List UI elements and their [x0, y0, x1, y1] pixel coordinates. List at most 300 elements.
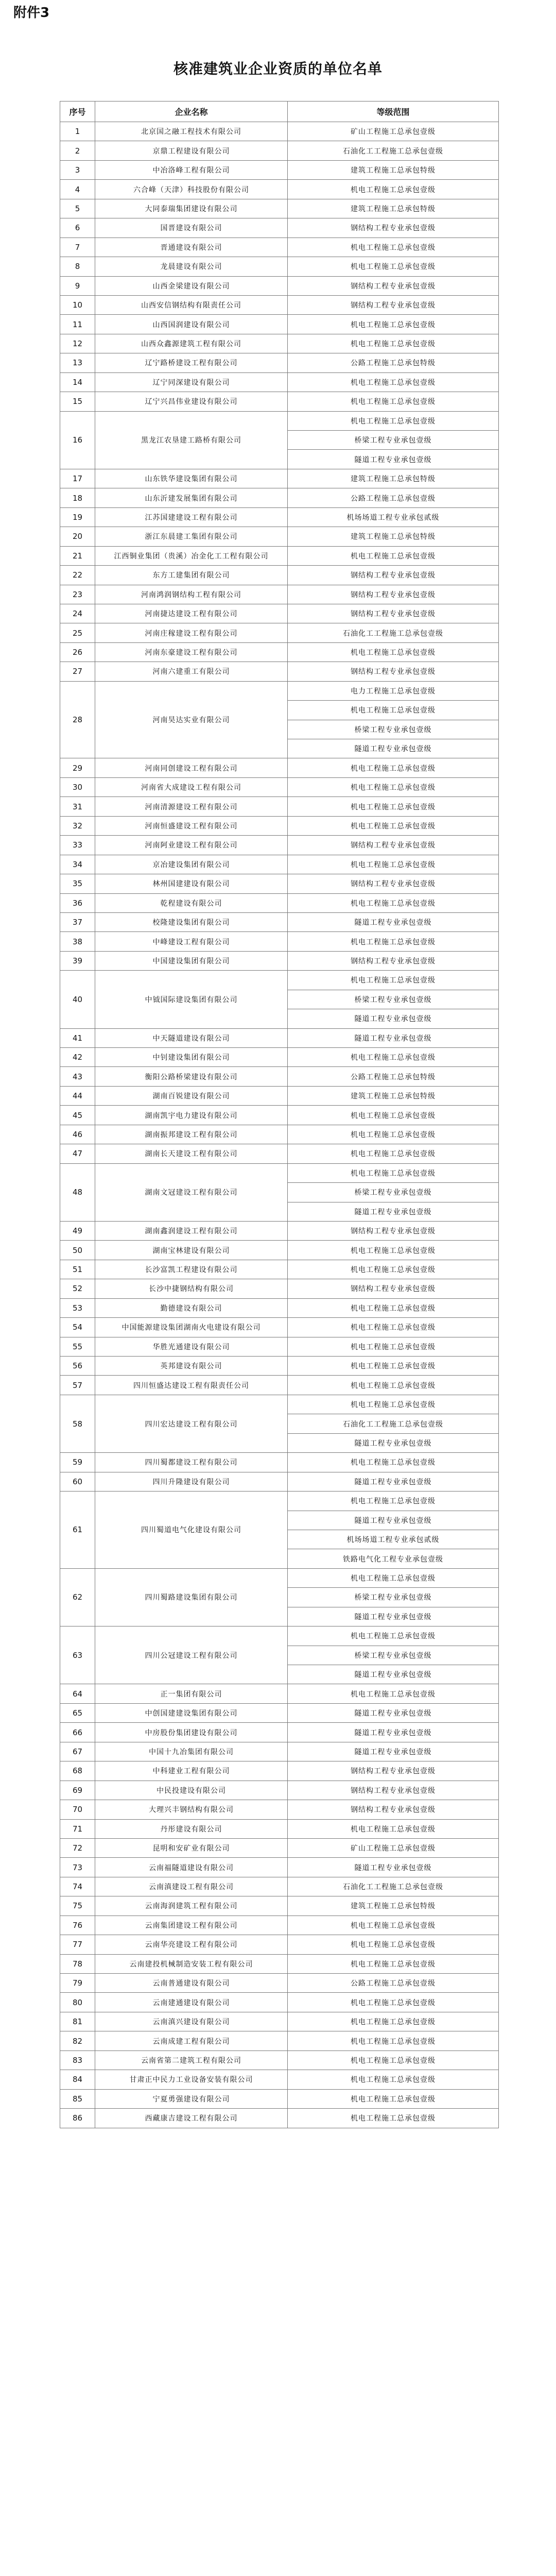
cell-number: 43: [60, 1067, 95, 1086]
table-row: [60, 681, 499, 700]
cell-number: 82: [60, 2031, 95, 2050]
cell-company: 辽宁路桥建设工程有限公司: [95, 353, 288, 372]
cell-level: 机电工程施工总承包壹级: [288, 238, 499, 257]
cell-number: 84: [60, 2070, 95, 2089]
cell-number: 64: [60, 1684, 95, 1703]
cell-level: 机电工程施工总承包壹级: [288, 2031, 499, 2050]
cell-company: 湖南文冠建设工程有限公司: [95, 1163, 288, 1221]
cell-level: 电力工程施工总承包壹级: [288, 681, 499, 700]
cell-number: 12: [60, 334, 95, 353]
cell-company: 湖南百锐建设有限公司: [95, 1086, 288, 1105]
cell-company: 乾程建设有限公司: [95, 893, 288, 912]
cell-number: 46: [60, 1125, 95, 1144]
cell-level: 机电工程施工总承包壹级: [288, 797, 499, 816]
cell-company: 中峰建设工程有限公司: [95, 932, 288, 951]
cell-number: 62: [60, 1568, 95, 1626]
cell-number: 39: [60, 951, 95, 970]
cell-level: 钢结构工程专业承包壹级: [288, 295, 499, 314]
cell-level: 建筑工程施工总承包特级: [288, 1086, 499, 1105]
cell-company: 中国十九冶集团有限公司: [95, 1742, 288, 1761]
cell-number: 71: [60, 1819, 95, 1838]
cell-company: 北京国之融工程技术有限公司: [95, 122, 288, 141]
table-row: [60, 122, 499, 141]
cell-company: 晋通建设有限公司: [95, 238, 288, 257]
cell-level: 机电工程施工总承包壹级: [288, 1935, 499, 1954]
table-row: [60, 1298, 499, 1317]
table-row: [60, 1492, 499, 1511]
table-row: [60, 1106, 499, 1125]
cell-level: 隧道工程专业承包壹级: [288, 1607, 499, 1626]
cell-level: 石油化工工程施工总承包壹级: [288, 623, 499, 642]
cell-company: 四川升隆建设有限公司: [95, 1472, 288, 1491]
cell-level: 矿山工程施工总承包壹级: [288, 122, 499, 141]
table-row: [60, 1144, 499, 1163]
cell-company: 河南鸿润钢结构工程有限公司: [95, 585, 288, 604]
cell-company: 云南海润建筑工程有限公司: [95, 1896, 288, 1916]
table-row: [60, 1684, 499, 1703]
table-row: [60, 1472, 499, 1491]
table-row: [60, 1781, 499, 1800]
cell-level: 机电工程施工总承包壹级: [288, 1337, 499, 1356]
cell-level: 机场场道工程专业承包贰级: [288, 507, 499, 527]
cell-number: 79: [60, 1974, 95, 1993]
cell-number: 83: [60, 2050, 95, 2070]
table-row: [60, 1357, 499, 1376]
cell-company: 云南建通建设有限公司: [95, 1993, 288, 2012]
cell-number: 38: [60, 932, 95, 951]
cell-level: 机电工程施工总承包壹级: [288, 1626, 499, 1646]
cell-level: 机电工程施工总承包壹级: [288, 2012, 499, 2031]
cell-number: 81: [60, 2012, 95, 2031]
cell-level: 机电工程施工总承包壹级: [288, 1684, 499, 1703]
table-row: [60, 1376, 499, 1395]
table-row: [60, 1838, 499, 1857]
table-row: [60, 257, 499, 276]
table-row: [60, 1028, 499, 1047]
cell-company: 湖南宝林建设有限公司: [95, 1241, 288, 1260]
table-row: [60, 604, 499, 623]
cell-number: 54: [60, 1318, 95, 1337]
cell-number: 66: [60, 1723, 95, 1742]
cell-company: 河南阿业建设工程有限公司: [95, 836, 288, 855]
cell-number: 47: [60, 1144, 95, 1163]
cell-level: 机电工程施工总承包壹级: [288, 2089, 499, 2108]
cell-number: 3: [60, 160, 95, 179]
cell-level: 机电工程施工总承包壹级: [288, 1260, 499, 1279]
cell-company: 甘肃正中民力工业设备安装有限公司: [95, 2070, 288, 2089]
cell-number: 7: [60, 238, 95, 257]
table-row: [60, 180, 499, 199]
cell-level: 公路工程施工总承包特级: [288, 1067, 499, 1086]
cell-number: 60: [60, 1472, 95, 1491]
cell-company: 云南省第二建筑工程有限公司: [95, 2050, 288, 2070]
table-row: [60, 855, 499, 874]
cell-company: 四川恒盛达建设工程有限责任公司: [95, 1376, 288, 1395]
cell-number: 51: [60, 1260, 95, 1279]
cell-company: 中钊建设集团有限公司: [95, 1048, 288, 1067]
cell-level: 机电工程施工总承包壹级: [288, 1144, 499, 1163]
table-row: [60, 623, 499, 642]
cell-level: 钢结构工程专业承包壹级: [288, 566, 499, 585]
cell-level: 机电工程施工总承包壹级: [288, 816, 499, 835]
table-row: [60, 199, 499, 218]
cell-company: 龙晨建设有限公司: [95, 257, 288, 276]
cell-company: 四川蜀路建设集团有限公司: [95, 1568, 288, 1626]
cell-level: 钢结构工程专业承包壹级: [288, 218, 499, 238]
cell-level: 公路工程施工总承包特级: [288, 353, 499, 372]
table-row: [60, 334, 499, 353]
cell-number: 9: [60, 276, 95, 295]
cell-level: 机电工程施工总承包壹级: [288, 1819, 499, 1838]
table-row: [60, 469, 499, 488]
cell-number: 27: [60, 662, 95, 681]
cell-number: 36: [60, 893, 95, 912]
cell-number: 35: [60, 874, 95, 893]
table-row: [60, 1279, 499, 1298]
cell-level: 钢结构工程专业承包壹级: [288, 1781, 499, 1800]
table-row: [60, 2089, 499, 2108]
cell-company: 云南建投机械制造安装工程有限公司: [95, 1954, 288, 1973]
table-row: [60, 1241, 499, 1260]
cell-number: 65: [60, 1703, 95, 1722]
table-row: [60, 1086, 499, 1105]
cell-company: 中国能源建设集团湖南火电建设有限公司: [95, 1318, 288, 1337]
cell-number: 30: [60, 777, 95, 796]
cell-level: 机电工程施工总承包壹级: [288, 1916, 499, 1935]
cell-company: 辽宁兴昌伟业建设有限公司: [95, 392, 288, 411]
cell-company: 丹彤建设有限公司: [95, 1819, 288, 1838]
table-row: [60, 585, 499, 604]
cell-number: 19: [60, 507, 95, 527]
cell-level: 机场场道工程专业承包贰级: [288, 1530, 499, 1549]
cell-number: 17: [60, 469, 95, 488]
cell-level: 隧道工程专业承包壹级: [288, 1009, 499, 1028]
cell-company: 中民投建设有限公司: [95, 1781, 288, 1800]
table-row: [60, 141, 499, 160]
cell-level: 机电工程施工总承包壹级: [288, 893, 499, 912]
cell-number: 31: [60, 797, 95, 816]
qualification-table: [60, 101, 499, 2128]
cell-level: 机电工程施工总承包壹级: [288, 1568, 499, 1587]
cell-number: 76: [60, 1916, 95, 1935]
cell-level: 桥梁工程专业承包壹级: [288, 1183, 499, 1202]
cell-level: 机电工程施工总承包壹级: [288, 334, 499, 353]
table-row: [60, 1974, 499, 1993]
table-row: [60, 160, 499, 179]
cell-level: 隧道工程专业承包壹级: [288, 1858, 499, 1877]
table-row: [60, 1626, 499, 1646]
cell-level: 机电工程施工总承包壹级: [288, 777, 499, 796]
table-row: [60, 566, 499, 585]
cell-level: 机电工程施工总承包壹级: [288, 315, 499, 334]
table-row: [60, 1916, 499, 1935]
cell-company: 云南滇建设工程有限公司: [95, 1877, 288, 1896]
cell-level: 机电工程施工总承包壹级: [288, 1993, 499, 2012]
cell-number: 42: [60, 1048, 95, 1067]
table-row: [60, 1761, 499, 1781]
cell-level: 机电工程施工总承包壹级: [288, 1048, 499, 1067]
table-row: [60, 2031, 499, 2050]
cell-company: 湖南凯宇电力建设有限公司: [95, 1106, 288, 1125]
cell-level: 钢结构工程专业承包壹级: [288, 836, 499, 855]
table-row: [60, 315, 499, 334]
cell-number: 74: [60, 1877, 95, 1896]
cell-number: 85: [60, 2089, 95, 2108]
cell-company: 长沙富凯工程建设有限公司: [95, 1260, 288, 1279]
cell-level: 公路工程施工总承包壹级: [288, 1974, 499, 1993]
cell-number: 21: [60, 546, 95, 565]
cell-level: 建筑工程施工总承包特级: [288, 199, 499, 218]
cell-company: 云南滇兴建设有限公司: [95, 2012, 288, 2031]
cell-level: 机电工程施工总承包壹级: [288, 257, 499, 276]
table-row: [60, 836, 499, 855]
cell-level: 石油化工工程施工总承包壹级: [288, 1877, 499, 1896]
cell-level: 机电工程施工总承包壹级: [288, 2070, 499, 2089]
cell-number: 29: [60, 758, 95, 777]
cell-number: 49: [60, 1221, 95, 1240]
cell-level: 钢结构工程专业承包壹级: [288, 604, 499, 623]
cell-company: 江苏国建建设工程有限公司: [95, 507, 288, 527]
table-row: [60, 1318, 499, 1337]
cell-number: 25: [60, 623, 95, 642]
cell-company: 京冶建设集团有限公司: [95, 855, 288, 874]
cell-company: 湖南振邦建设工程有限公司: [95, 1125, 288, 1144]
cell-number: 24: [60, 604, 95, 623]
table-row: [60, 372, 499, 392]
cell-number: 70: [60, 1800, 95, 1819]
table-row: [60, 874, 499, 893]
cell-company: 四川公冠建设工程有限公司: [95, 1626, 288, 1684]
cell-level: 钢结构工程专业承包壹级: [288, 662, 499, 681]
cell-company: 中国建设集团有限公司: [95, 951, 288, 970]
cell-company: 云南普通建设有限公司: [95, 1974, 288, 1993]
cell-company: 中房股份集团建设有限公司: [95, 1723, 288, 1742]
cell-company: 河南庄稼建设工程有限公司: [95, 623, 288, 642]
cell-company: 江西铜业集团（贵溪）冶金化工工程有限公司: [95, 546, 288, 565]
attachment-label: 附件3: [13, 5, 50, 21]
cell-number: 45: [60, 1106, 95, 1125]
cell-number: 57: [60, 1376, 95, 1395]
cell-level: 公路工程施工总承包壹级: [288, 488, 499, 507]
table-row: [60, 1453, 499, 1472]
cell-company: 河南清源建设工程有限公司: [95, 797, 288, 816]
table-row: [60, 353, 499, 372]
page-title: 核准建筑业企业资质的单位名单: [173, 60, 383, 77]
cell-level: 建筑工程施工总承包特级: [288, 1896, 499, 1916]
table-row: [60, 2050, 499, 2070]
table-row: [60, 1858, 499, 1877]
cell-level: 钢结构工程专业承包壹级: [288, 276, 499, 295]
cell-company: 黑龙江农垦建工路桥有限公司: [95, 411, 288, 469]
table-row: [60, 392, 499, 411]
cell-company: 东方工建集团有限公司: [95, 566, 288, 585]
table-row: [60, 1067, 499, 1086]
table-row: [60, 951, 499, 970]
cell-level: 矿山工程施工总承包壹级: [288, 1838, 499, 1857]
cell-level: 隧道工程专业承包壹级: [288, 1742, 499, 1761]
cell-company: 四川蜀道电气化建设有限公司: [95, 1492, 288, 1569]
cell-company: 云南福隧道建设有限公司: [95, 1858, 288, 1877]
cell-level: 机电工程施工总承包壹级: [288, 642, 499, 662]
table-row: [60, 1395, 499, 1414]
cell-level: 隧道工程专业承包壹级: [288, 912, 499, 931]
table-header-row: [60, 101, 499, 122]
cell-level: 钢结构工程专业承包壹级: [288, 585, 499, 604]
table-row: [60, 1993, 499, 2012]
cell-number: 37: [60, 912, 95, 931]
cell-number: 2: [60, 141, 95, 160]
table-row: [60, 971, 499, 990]
cell-number: 40: [60, 971, 95, 1028]
cell-number: 75: [60, 1896, 95, 1916]
table-row: [60, 238, 499, 257]
cell-company: 辽宁同深建设有限公司: [95, 372, 288, 392]
cell-company: 云南华亮建设工程有限公司: [95, 1935, 288, 1954]
cell-level: 建筑工程施工总承包特级: [288, 160, 499, 179]
cell-level: 隧道工程专业承包壹级: [288, 1723, 499, 1742]
cell-number: 10: [60, 295, 95, 314]
cell-level: 建筑工程施工总承包特级: [288, 527, 499, 546]
table-row: [60, 1877, 499, 1896]
cell-number: 32: [60, 816, 95, 835]
cell-company: 中钺国际建设集团有限公司: [95, 971, 288, 1028]
cell-level: 机电工程施工总承包壹级: [288, 932, 499, 951]
cell-company: 中冶洛峰工程有限公司: [95, 160, 288, 179]
cell-level: 钢结构工程专业承包壹级: [288, 951, 499, 970]
cell-number: 48: [60, 1163, 95, 1221]
cell-number: 41: [60, 1028, 95, 1047]
cell-company: 昆明和安矿业有限公司: [95, 1838, 288, 1857]
cell-company: 大同泰瑞集团建设有限公司: [95, 199, 288, 218]
cell-level: 隧道工程专业承包壹级: [288, 1665, 499, 1684]
cell-number: 58: [60, 1395, 95, 1452]
cell-number: 68: [60, 1761, 95, 1781]
cell-level: 机电工程施工总承包壹级: [288, 971, 499, 990]
cell-level: 机电工程施工总承包壹级: [288, 1453, 499, 1472]
cell-number: 20: [60, 527, 95, 546]
cell-number: 52: [60, 1279, 95, 1298]
cell-number: 4: [60, 180, 95, 199]
table-row: [60, 2070, 499, 2089]
cell-company: 河南六建重工有限公司: [95, 662, 288, 681]
cell-company: 中创国建建设集团有限公司: [95, 1703, 288, 1722]
cell-number: 69: [60, 1781, 95, 1800]
table-row: [60, 1703, 499, 1722]
cell-level: 机电工程施工总承包壹级: [288, 1163, 499, 1182]
cell-level: 钢结构工程专业承包壹级: [288, 1800, 499, 1819]
cell-number: 6: [60, 218, 95, 238]
table-row: [60, 932, 499, 951]
cell-number: 34: [60, 855, 95, 874]
cell-level: 机电工程施工总承包壹级: [288, 411, 499, 430]
cell-company: 湖南长天建设工程有限公司: [95, 1144, 288, 1163]
table-row: [60, 2109, 499, 2128]
table-row: [60, 218, 499, 238]
cell-level: 机电工程施工总承包壹级: [288, 1298, 499, 1317]
cell-company: 勤德建设有限公司: [95, 1298, 288, 1317]
cell-level: 机电工程施工总承包壹级: [288, 1125, 499, 1144]
cell-number: 11: [60, 315, 95, 334]
cell-company: 衡阳公路桥梁建设有限公司: [95, 1067, 288, 1086]
table-row: [60, 1800, 499, 1819]
cell-company: 中科建业工程有限公司: [95, 1761, 288, 1781]
cell-company: 京鼎工程建设有限公司: [95, 141, 288, 160]
cell-company: 湖南鑫润建设工程有限公司: [95, 1221, 288, 1240]
cell-number: 50: [60, 1241, 95, 1260]
table-row: [60, 1742, 499, 1761]
cell-company: 山西金梁建设有限公司: [95, 276, 288, 295]
cell-level: 桥梁工程专业承包壹级: [288, 720, 499, 739]
cell-company: 四川宏达建设工程有限公司: [95, 1395, 288, 1452]
table-row: [60, 912, 499, 931]
table-row: [60, 1125, 499, 1144]
cell-company: 大理兴丰钢结构有限公司: [95, 1800, 288, 1819]
table-row: [60, 1954, 499, 1973]
header-no: 序号: [60, 101, 95, 122]
cell-number: 18: [60, 488, 95, 507]
cell-company: 河南省大成建设工程有限公司: [95, 777, 288, 796]
cell-company: 山西众鑫源建筑工程有限公司: [95, 334, 288, 353]
table-row: [60, 777, 499, 796]
table-row: [60, 797, 499, 816]
cell-level: 桥梁工程专业承包壹级: [288, 990, 499, 1009]
table-row: [60, 1896, 499, 1916]
cell-level: 建筑工程施工总承包特级: [288, 469, 499, 488]
cell-level: 机电工程施工总承包壹级: [288, 546, 499, 565]
cell-level: 隧道工程专业承包壹级: [288, 1433, 499, 1452]
table-row: [60, 1935, 499, 1954]
cell-level: 隧道工程专业承包壹级: [288, 1472, 499, 1491]
cell-company: 山东沂建发展集团有限公司: [95, 488, 288, 507]
cell-number: 1: [60, 122, 95, 141]
header-levels: 等级范围: [288, 101, 499, 122]
cell-level: 机电工程施工总承包壹级: [288, 372, 499, 392]
table-row: [60, 1048, 499, 1067]
cell-company: 六合峰（天津）科技股份有限公司: [95, 180, 288, 199]
cell-company: 林州国建建设有限公司: [95, 874, 288, 893]
table-row: [60, 295, 499, 314]
header-company: 企业名称: [95, 101, 288, 122]
cell-number: 67: [60, 1742, 95, 1761]
table-row: [60, 488, 499, 507]
cell-number: 61: [60, 1492, 95, 1569]
cell-number: 72: [60, 1838, 95, 1857]
cell-level: 钢结构工程专业承包壹级: [288, 874, 499, 893]
cell-number: 33: [60, 836, 95, 855]
cell-level: 铁路电气化工程专业承包壹级: [288, 1549, 499, 1568]
cell-level: 机电工程施工总承包壹级: [288, 1241, 499, 1260]
cell-level: 机电工程施工总承包壹级: [288, 1492, 499, 1511]
cell-level: 桥梁工程专业承包壹级: [288, 431, 499, 450]
cell-company: 西藏康吉建设工程有限公司: [95, 2109, 288, 2128]
cell-company: 山西国润建设有限公司: [95, 315, 288, 334]
cell-number: 59: [60, 1453, 95, 1472]
cell-level: 机电工程施工总承包壹级: [288, 1395, 499, 1414]
cell-level: 机电工程施工总承包壹级: [288, 2050, 499, 2070]
cell-level: 桥梁工程专业承包壹级: [288, 1588, 499, 1607]
cell-company: 正一集团有限公司: [95, 1684, 288, 1703]
cell-level: 隧道工程专业承包壹级: [288, 1511, 499, 1530]
cell-company: 中天隧道建设有限公司: [95, 1028, 288, 1047]
cell-level: 隧道工程专业承包壹级: [288, 1703, 499, 1722]
cell-number: 23: [60, 585, 95, 604]
cell-company: 浙江东晨建工集团有限公司: [95, 527, 288, 546]
cell-level: 钢结构工程专业承包壹级: [288, 1761, 499, 1781]
table-row: [60, 1260, 499, 1279]
cell-company: 河南同创建设工程有限公司: [95, 758, 288, 777]
table-row: [60, 1163, 499, 1182]
cell-number: 5: [60, 199, 95, 218]
